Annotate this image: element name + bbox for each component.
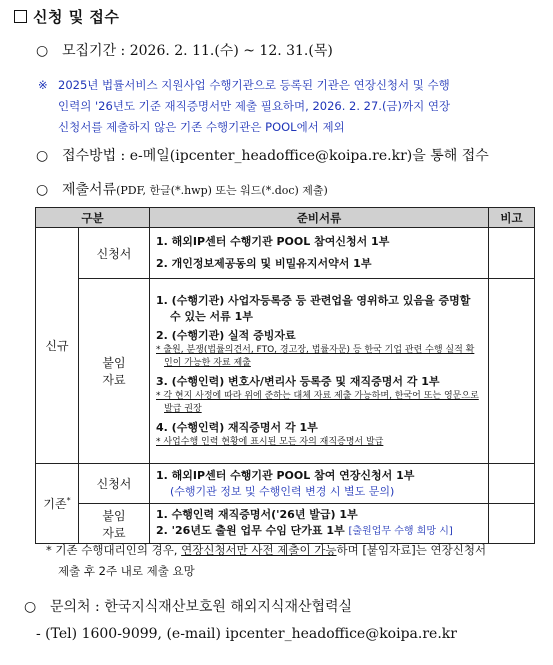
- header-documents: 준비서류: [150, 208, 489, 228]
- category-existing-text: 기존: [43, 497, 67, 511]
- header-remarks: 비고: [489, 208, 535, 228]
- remarks-cell: [489, 464, 535, 504]
- doc-item: 3. (수행인력) 변호사/변리사 등록증 및 재직증명서 각 1부: [156, 375, 440, 388]
- sub-attachment-existing: [79, 504, 150, 544]
- remarks-cell: [489, 228, 535, 279]
- table-row: [36, 279, 535, 464]
- header-category: 구분: [36, 208, 150, 228]
- checkbox-square-icon: [14, 10, 27, 23]
- doc-note: * 사업수행 인력 현황에 표시된 모든 자의 재직증명서 발급: [156, 437, 384, 447]
- remarks-cell: [489, 504, 535, 544]
- method-row: [36, 145, 489, 165]
- notice-line-3: 신청서를 제출하지 않은 기존 수행기관은 POOL에서 제외: [58, 120, 345, 134]
- footnote-text-c: 하며 [붙임자료]는 연장신청서: [336, 543, 487, 557]
- documents-table: [35, 207, 535, 544]
- footnote-text-b: 연장신청서만 사전 제출이 가능: [181, 543, 337, 557]
- remarks-cell: [489, 279, 535, 464]
- footnote-line-1: [46, 540, 486, 560]
- doc-item: 1. 해외IP센터 수행기관 POOL 참여 연장신청서 1부: [156, 468, 415, 482]
- attach-label-2: 자료: [102, 373, 126, 387]
- doc-item-note: [출원업무 수행 희망 시]: [348, 526, 453, 537]
- circle-bullet-icon: ○: [36, 43, 49, 59]
- attach-label-1: 붙임: [102, 356, 126, 370]
- doc-item: 2. (수행기관) 실적 증빙자료: [156, 329, 296, 342]
- sub-attachment-new: [79, 279, 150, 464]
- doc-item: [156, 523, 482, 540]
- circle-bullet-icon: ○: [24, 599, 37, 615]
- table-row: [36, 464, 535, 504]
- attach-label-2: 자료: [102, 525, 126, 540]
- notice-line-1: 2025년 법률서비스 지원사업 수행기관으로 등록된 기관은 연장신청서 및 수행: [58, 78, 450, 92]
- doc-note: * 각 현지 사정에 따라 위에 준하는 대체 자료 제출 가능하며, 한국어 또는 영문으로 발급 권장: [156, 391, 479, 414]
- contact-detail: - (Tel) 1600-9099, (e-mail) ipcenter_headoffice@koipa.re.kr: [36, 626, 457, 642]
- section-title-text: 신청 및 접수: [33, 8, 120, 26]
- period-label: 모집기간: [62, 43, 117, 59]
- circle-bullet-icon: ○: [36, 182, 49, 198]
- application-docs-new: [150, 228, 489, 279]
- table-row: [36, 504, 535, 544]
- documents-row: [36, 179, 328, 199]
- footnote-line-2: 제출 후 2주 내로 제출 요망: [58, 564, 195, 578]
- sub-application-new: 신청서: [79, 228, 150, 279]
- circle-bullet-icon: ○: [36, 148, 49, 164]
- period-row: [36, 40, 333, 60]
- doc-item: 1. 해외IP센터 수행기관 POOL 참여신청서 1부: [156, 235, 390, 248]
- doc-note: (수행기관 정보 및 수행인력 변경 시 별도 문의): [170, 484, 395, 498]
- method-value: : e-메일(ipcenter_headoffice@koipa.re.kr)을 통해 접수: [116, 148, 489, 164]
- contact-label: 문의처: [50, 599, 91, 615]
- attachment-docs-existing: [150, 504, 489, 544]
- doc-note: * 출원, 분쟁(법률의견서, FTO, 경고장, 법률자문) 등 한국 기업 관련 수행 실적 확인이 가능한 자료 제출: [156, 345, 475, 368]
- footnote-text-a: * 기존 수행대리인의 경우,: [46, 543, 182, 557]
- doc-item: 1. (수행기관) 사업자등록증 등 관련업을 영위하고 있음을 증명할 수 있는 서류 1부: [156, 294, 471, 323]
- documents-label: 제출서류: [62, 182, 117, 198]
- doc-item-text: 2. '26년도 출원 업무 수임 단가표 1부: [156, 524, 345, 537]
- doc-item: 4. (수행인력) 재직증명서 각 1부: [156, 421, 318, 434]
- notice-mark-icon: ※: [38, 78, 48, 92]
- notice-line-2: 인력의 '26년도 기준 재직증명서만 제출 필요하며, 2026. 2. 27.(금)까지 연장: [58, 99, 451, 113]
- period-value: : 2026. 2. 11.(수) ~ 12. 31.(목): [116, 43, 333, 59]
- contact-row: [24, 596, 352, 616]
- category-existing-mark: *: [66, 496, 71, 505]
- table-row: [36, 228, 535, 279]
- doc-item: 2. 개인정보제공동의 및 비밀유지서약서 1부: [156, 257, 372, 270]
- section-title: [14, 6, 119, 27]
- documents-formats: (PDF, 한글(*.hwp) 또는 워드(*.doc) 제출): [116, 184, 328, 197]
- sub-application-existing: 신청서: [79, 464, 150, 504]
- table-header-row: [36, 208, 535, 228]
- attach-label-1: 붙임: [102, 508, 126, 523]
- doc-item: 1. 수행인력 재직증명서('26년 발급) 1부: [156, 508, 358, 521]
- contact-value: : 한국지식재산보호원 해외지식재산협력실: [90, 599, 353, 615]
- attachment-docs-new: [150, 279, 489, 464]
- application-docs-existing: [150, 464, 489, 504]
- category-existing: [36, 464, 79, 544]
- method-label: 접수방법: [62, 148, 117, 164]
- category-new: 신규: [36, 228, 79, 464]
